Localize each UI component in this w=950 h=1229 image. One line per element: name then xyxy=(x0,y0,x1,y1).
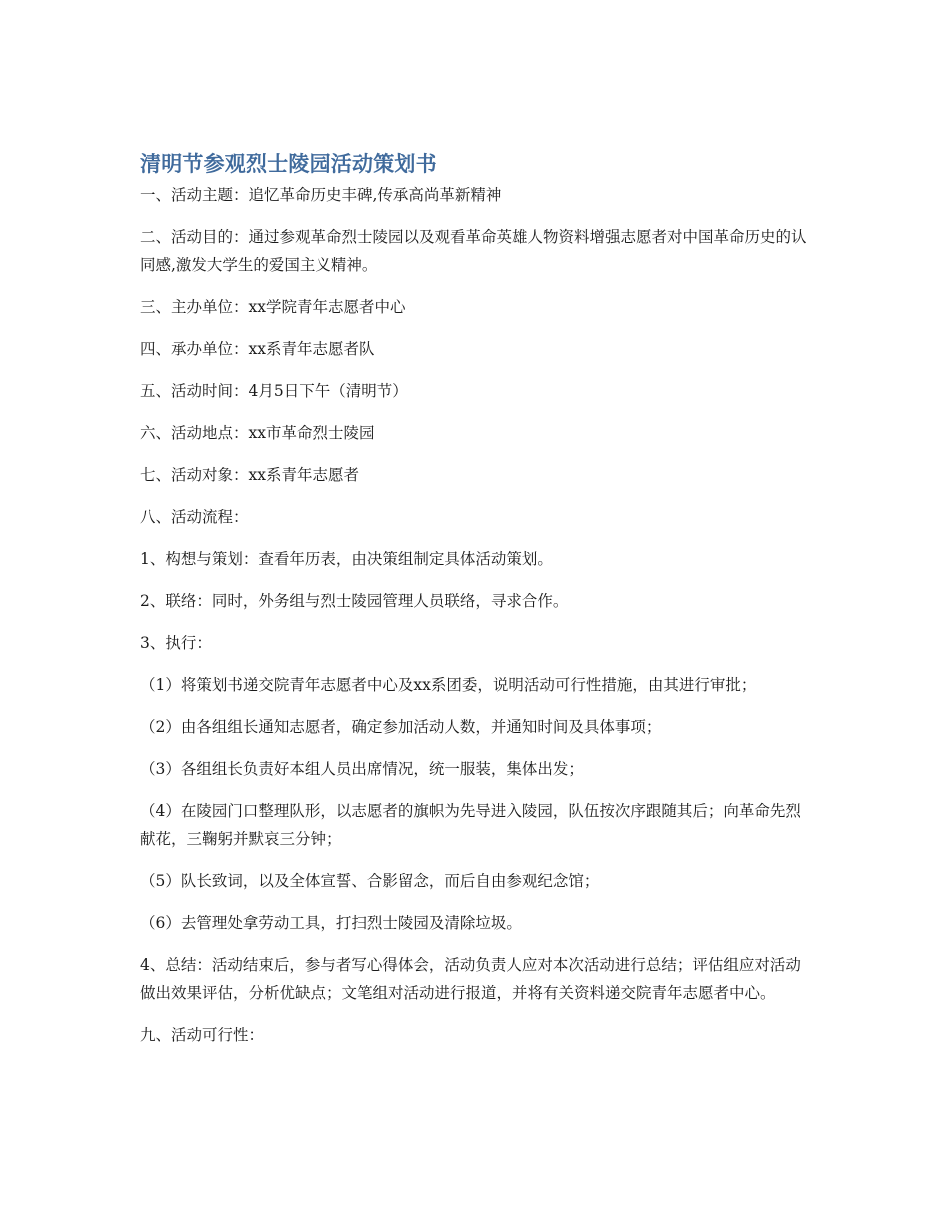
paragraph-theme: 一、活动主题：追忆革命历史丰碑,传承高尚革新精神 xyxy=(140,186,502,204)
paragraph-step-2: 2、联络：同时，外务组与烈士陵园管理人员联络，寻求合作。 xyxy=(140,592,569,610)
paragraph-step-4: 4、总结：活动结束后，参与者写心得体会，活动负责人应对本次活动进行总结；评估组应对活动做出效果评估，分析优缺点；文笔组对活动进行报道，并将有关资料递交院青年志愿者中心。 xyxy=(140,956,801,1002)
paragraph-substep-3: （3）各组组长负责好本组人员出席情况，统一服装，集体出发； xyxy=(140,760,584,778)
paragraph-organizer: 三、主办单位：xx学院青年志愿者中心 xyxy=(140,298,406,316)
paragraph-participants: 七、活动对象：xx系青年志愿者 xyxy=(140,466,359,484)
paragraph-location: 六、活动地点：xx市革命烈士陵园 xyxy=(140,424,375,442)
document-title: 清明节参观烈士陵园活动策划书 xyxy=(140,152,437,176)
paragraph-undertaker: 四、承办单位：xx系青年志愿者队 xyxy=(140,340,375,358)
paragraph-substep-2: （2）由各组组长通知志愿者，确定参加活动人数，并通知时间及具体事项； xyxy=(140,718,662,736)
paragraph-substep-4: （4）在陵园门口整理队形，以志愿者的旗帜为先导进入陵园，队伍按次序跟随其后；向革命先烈献花，三鞠躬并默哀三分钟； xyxy=(140,802,801,848)
paragraph-step-3: 3、执行： xyxy=(140,634,212,652)
paragraph-feasibility-heading: 九、活动可行性： xyxy=(140,1026,265,1044)
paragraph-step-1: 1、构想与策划：查看年历表，由决策组制定具体活动策划。 xyxy=(140,550,553,568)
document-body xyxy=(140,149,812,1063)
paragraph-purpose: 二、活动目的：通过参观革命烈士陵园以及观看革命英雄人物资料增强志愿者对中国革命历史的认同感,激发大学生的爱国主义精神。 xyxy=(140,228,807,274)
paragraph-process-heading: 八、活动流程： xyxy=(140,508,249,526)
paragraph-substep-5: （5）队长致词，以及全体宣誓、合影留念，而后自由参观纪念馆； xyxy=(140,872,600,890)
paragraph-substep-6: （6）去管理处拿劳动工具，打扫烈士陵园及清除垃圾。 xyxy=(140,914,522,932)
paragraph-substep-1: （1）将策划书递交院青年志愿者中心及xx系团委，说明活动可行性措施，由其进行审批； xyxy=(140,676,757,694)
paragraph-time: 五、活动时间：4月5日下午（清明节） xyxy=(140,382,408,400)
